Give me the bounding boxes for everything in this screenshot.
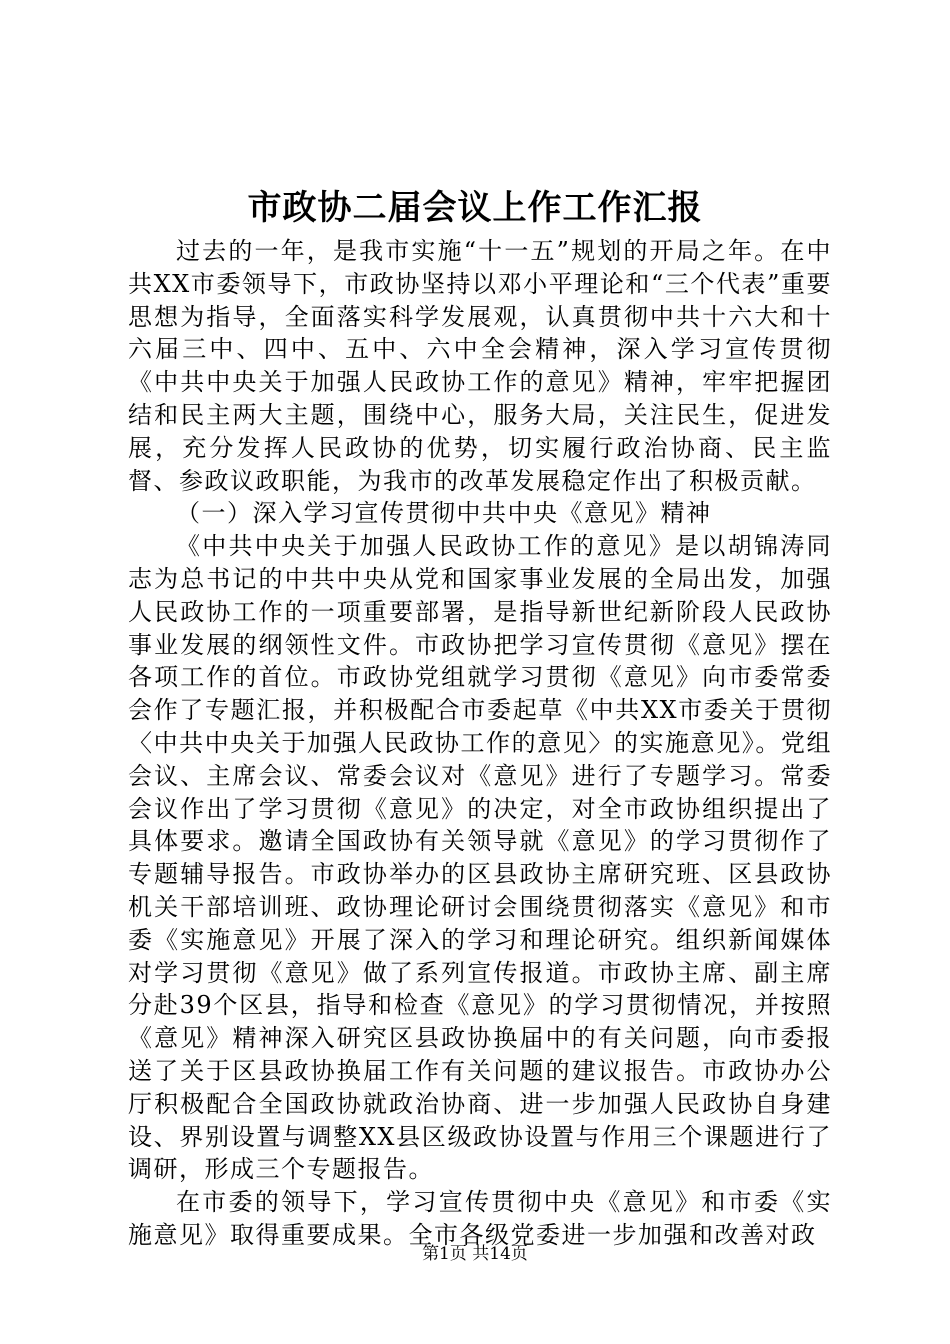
paragraph-intro: 过去的一年，是我市实施“十一五”规划的开局之年。在中共XX市委领导下，市政协坚持以邓小平理论和“三个代表”重要思想为指导，全面落实科学发展观，认真贯彻中共十六大和十六届三中、四中、五中、六中全会精神，深入学习宣传贯彻《中共中央关于加强人民政协工作的意见》精神，牢牢把握团结和民主两大主题，围绕中心，服务大局，关注民生，促进发展，充分发挥人民政协的优势，切实履行政治协商、民主监督、参政议政职能，为我市的改革发展稳定作出了积极贡献。 bbox=[128, 237, 832, 495]
document-body bbox=[128, 235, 832, 1252]
paragraph-achievements: 在市委的领导下，学习宣传贯彻中央《意见》和市委《实施意见》取得重要成果。全市各级党委进一步加强和改善对政 bbox=[128, 1188, 832, 1249]
page-title: 市政协二届会议上作工作汇报 bbox=[247, 188, 703, 228]
page-number: 第1页 共14页 bbox=[422, 1244, 528, 1264]
section-heading-1: （一）深入学习宣传贯彻中共中央《意见》精神 bbox=[176, 499, 712, 528]
paragraph-opinion: 《中共中央关于加强人民政协工作的意见》是以胡锦涛同志为总书记的中共中央从党和国家事业发展的全局出发，加强人民政协工作的一项重要部署，是指导新世纪新阶段人民政协事业发展的纲领性文件。市政协把学习宣传贯彻《意见》摆在各项工作的首位。市政协党组就学习贯彻《意见》向市委常委会作了专题汇报，并积极配合市委起草《中共XX市委关于贯彻〈中共中央关于加强人民政协工作的意见〉的实施意见》。党组会议、主席会议、常委会议对《意见》进行了专题学习。常委会议作出了学习贯彻《意见》的决定，对全市政协组织提出了具体要求。邀请全国政协有关领导就《意见》的学习贯彻作了专题辅导报告。市政协举办的区县政协主席研究班、区县政协机关干部培训班、政协理论研讨会围绕贯彻落实《意见》和市委《实施意见》开展了深入的学习和理论研究。组织新闻媒体对学习贯彻《意见》做了系列宣传报道。市政协主席、副主席分赴39个区县，指导和检查《意见》的学习贯彻情况，并按照《意见》精神深入研究区县政协换届中的有关问题，向市委报送了关于区县政协换届工作有关问题的建议报告。市政协办公厅积极配合全国政协就政治协商、进一步加强人民政协自身建设、界别设置与调整XX县区级政协设置与作用三个课题进行了调研，形成三个专题报告。 bbox=[128, 532, 832, 1184]
